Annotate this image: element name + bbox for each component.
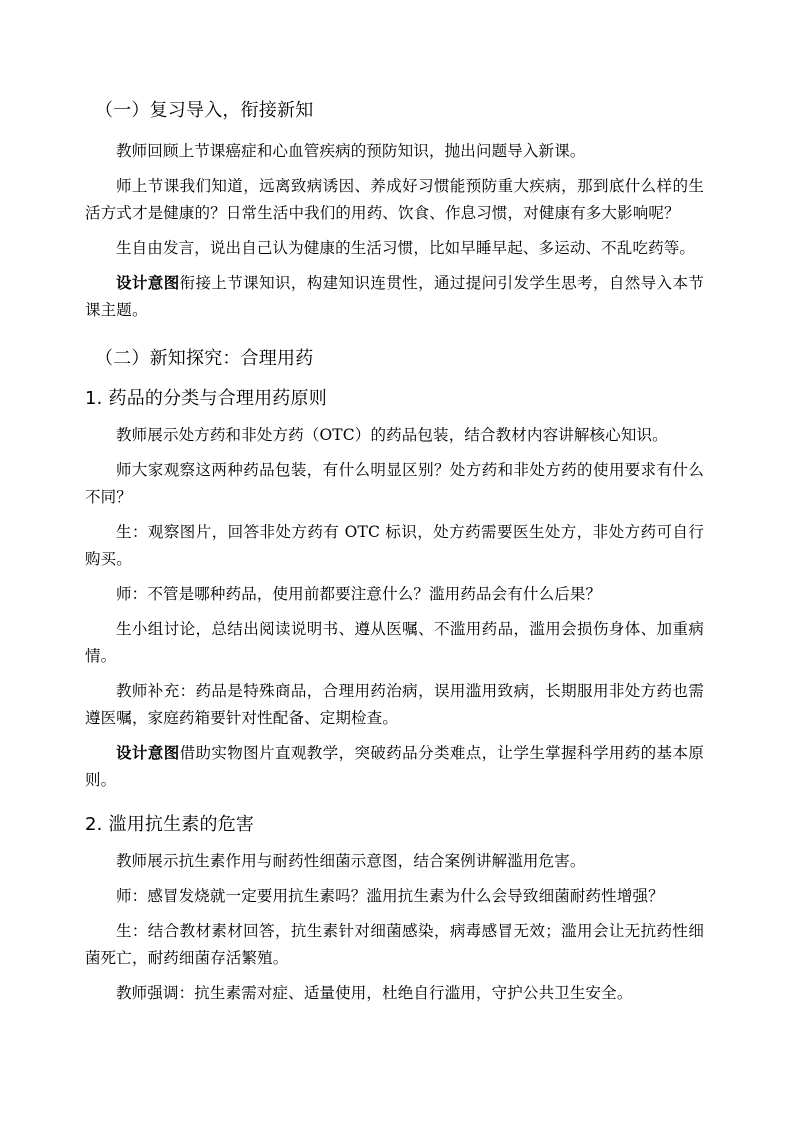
part1-teacher2-paragraph: [85, 581, 704, 608]
part1-student2-paragraph: [85, 616, 704, 670]
emphasis-text: 抗生素需对症、适量使用，杜绝自行滥用，守护公共卫生安全。: [194, 984, 633, 1002]
design-intent-label: 设计意图: [116, 744, 180, 762]
part2-student-paragraph: [85, 918, 704, 972]
design-intent-text: 借助实物图片直观教学，突破药品分类难点，让学生掌握科学用药的基本原则。: [85, 744, 704, 789]
part2-intro: 教师展示抗生素作用与耐药性细菌示意图，结合案例讲解滥用危害。: [116, 852, 586, 870]
student-text: 结合教材素材回答，抗生素针对细菌感染，病毒感冒无效；滥用会让无抗药性细菌死亡，耐药细菌存活繁殖。: [85, 922, 704, 967]
teacher-text: 不管是哪种药品，使用前都要注意什么？滥用药品会有什么后果？: [147, 585, 602, 603]
student-label: 生：: [116, 922, 148, 940]
teacher-label: 师：: [116, 585, 148, 603]
student-label: 生: [116, 620, 132, 638]
teacher-label: 师: [116, 461, 132, 479]
part1-student1-paragraph: [85, 519, 704, 573]
student-text: 自由发言，说出自己认为健康的生活习惯，比如早睡早起、多运动、不乱吃药等。: [131, 239, 696, 257]
student-label: 生: [116, 239, 132, 257]
teacher-text: 感冒发烧就一定要用抗生素吗？滥用抗生素为什么会导致细菌耐药性增强？: [147, 887, 664, 905]
emphasis-label: 教师强调：: [116, 984, 195, 1002]
teacher-text: 上节课我们知道，远离致病诱因、养成好习惯能预防重大疾病，那到底什么样的生活方式才是健康的？日常生活中我们的用药、饮食、作息习惯，对健康有多大影响呢？: [85, 177, 704, 222]
section2-heading: （二）新知探究：合理用药: [95, 348, 314, 369]
part1-heading: 1. 药品的分类与合理用药原则: [85, 388, 327, 409]
part2-heading: 2. 滥用抗生素的危害: [85, 814, 255, 835]
section1-design-paragraph: [85, 270, 704, 324]
design-intent-text: 衔接上节课知识，构建知识连贯性，通过提问引发学生思考，自然导入本节课主题。: [85, 274, 704, 319]
teacher-label: 师: [116, 177, 132, 195]
supplement-label: 教师补充：: [116, 682, 196, 700]
section1-heading: （一）复习导入，衔接新知: [95, 100, 314, 121]
student-text: 小组讨论，总结出阅读说明书、遵从医嘱、不滥用药品，滥用会损伤身体、加重病情。: [85, 620, 704, 665]
section1-student-paragraph: [85, 235, 704, 262]
student-text: 观察图片，回答非处方药有 OTC 标识，处方药需要医生处方，非处方药可自行购买。: [85, 523, 704, 568]
section1-teacher-paragraph: [85, 173, 704, 227]
part2-teacher-paragraph: [85, 883, 704, 910]
part1-teacher1-paragraph: [85, 457, 704, 511]
supplement-text: 药品是特殊商品，合理用药治病，误用滥用致病，长期服用非处方药也需遵医嘱，家庭药箱要针对性配备、定期检查。: [85, 682, 704, 727]
part1-design-paragraph: [85, 740, 704, 794]
design-intent-label: 设计意图: [116, 274, 180, 292]
part1-supplement-paragraph: [85, 678, 704, 732]
section1-intro: 教师回顾上节课癌症和心血管疾病的预防知识，抛出问题导入新课。: [116, 142, 586, 160]
student-label: 生：: [116, 523, 148, 541]
teacher-text: 大家观察这两种药品包装，有什么明显区别？处方药和非处方药的使用要求有什么不同？: [85, 461, 704, 506]
part2-emphasis-paragraph: [85, 980, 704, 1007]
teacher-label: 师：: [116, 887, 148, 905]
part1-intro: 教师展示处方药和非处方药（OTC）的药品包装，结合教材内容讲解核心知识。: [116, 426, 668, 444]
